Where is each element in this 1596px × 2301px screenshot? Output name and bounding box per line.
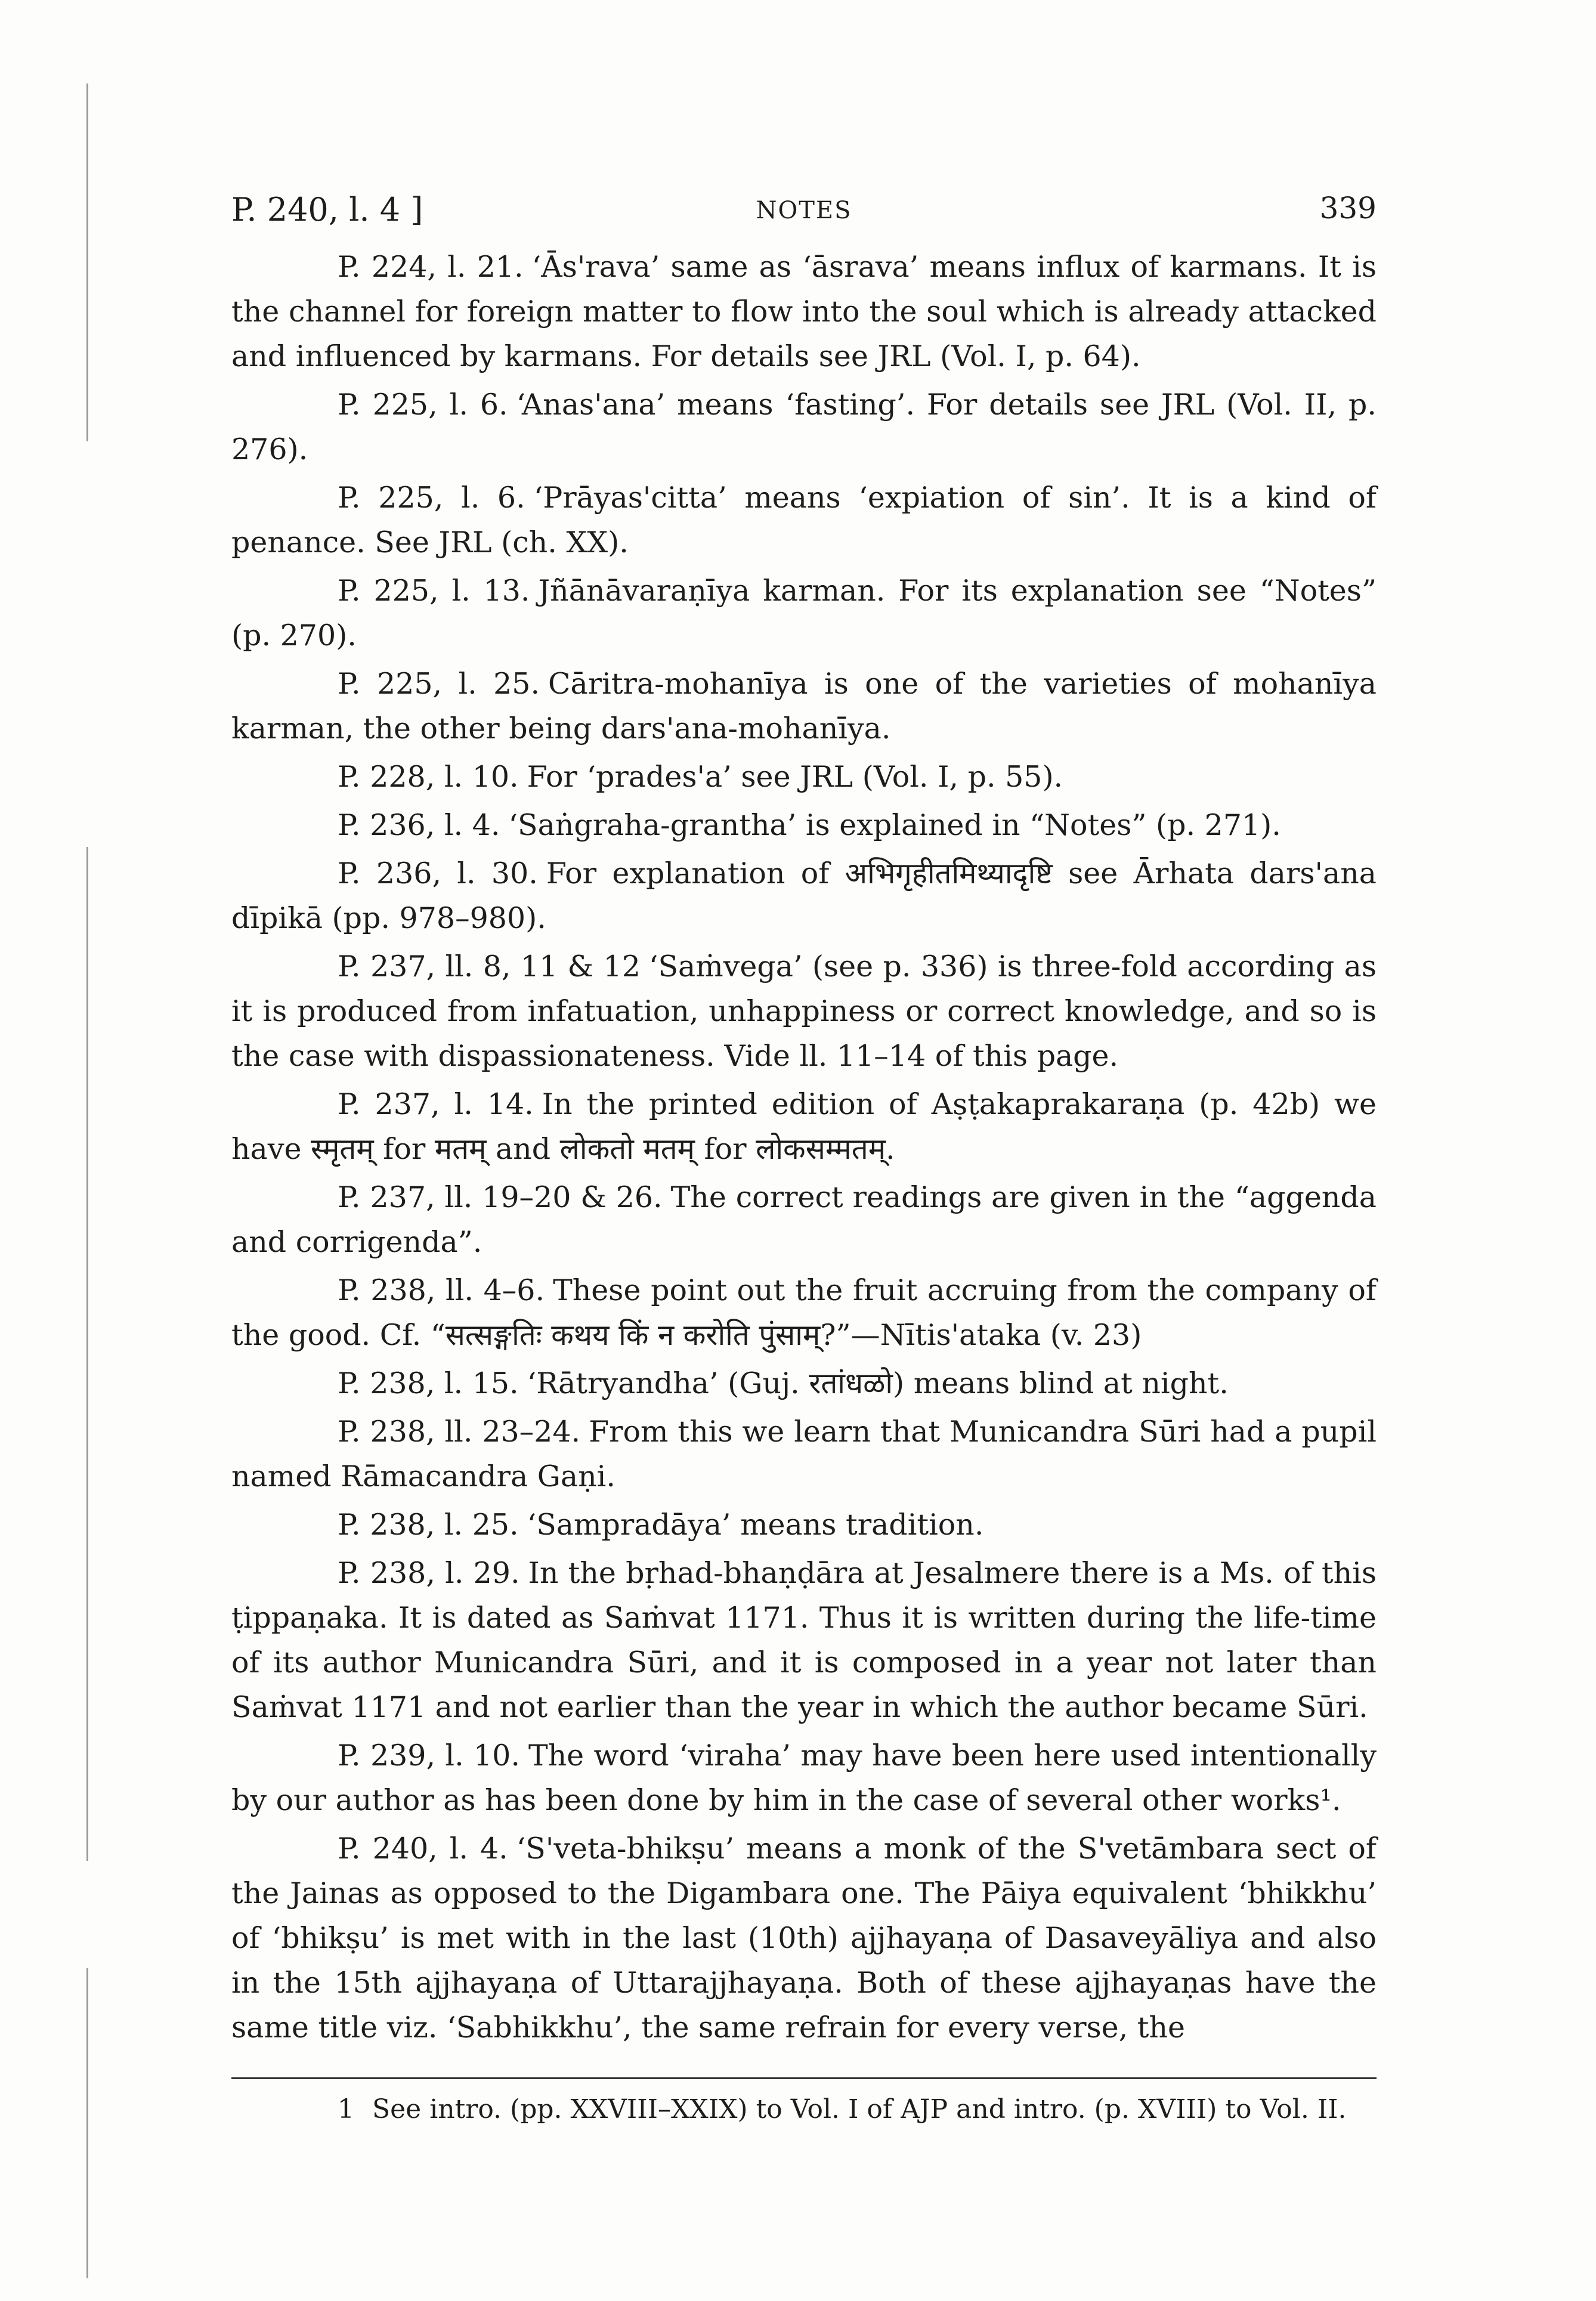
note-reference: P. 237, ll. 8, 11 & 12 (338, 950, 641, 984)
note-paragraph (231, 245, 1377, 379)
footnote (266, 2091, 1377, 2128)
header-reference: P. 240, l. 4 ] (231, 191, 423, 228)
header-title: NOTES (756, 197, 852, 224)
note-reference: P. 237, l. 14. (338, 1087, 534, 1121)
running-header (231, 179, 1377, 245)
note-reference: P. 238, ll. 23–24. (338, 1415, 581, 1449)
notes-list (231, 245, 1377, 2050)
note-paragraph (231, 1175, 1377, 1264)
note-text: For ‘prades'a’ see JRL (Vol. I, p. 55). (527, 760, 1063, 794)
note-text: ‘Prāyas'citta’ means ‘expiation of sin’. It is a kind of penance. See JRL (ch. XX). (231, 481, 1377, 559)
note-reference: P. 239, l. 10. (338, 1739, 520, 1773)
note-paragraph (231, 661, 1377, 751)
note-reference: P. 225, l. 25. (338, 667, 540, 701)
scan-margin-line (86, 1968, 88, 2278)
note-text: ‘Saṁvega’ (see p. 336) is three-fold according as it is produced from infatuation, unhappiness or correct knowledge, and so is the case with dispassionateness. Vide ll. 11–14 of this page. (231, 950, 1377, 1073)
note-reference: P. 238, l. 29. (338, 1556, 520, 1590)
note-paragraph (231, 944, 1377, 1078)
note-reference: P. 228, l. 10. (338, 760, 519, 794)
note-paragraph (231, 475, 1377, 565)
note-paragraph (231, 1826, 1377, 2050)
note-reference: P. 225, l. 6. (338, 388, 508, 422)
note-text: ‘Sampradāya’ means tradition. (527, 1508, 984, 1542)
note-reference: P. 238, ll. 4–6. (338, 1273, 545, 1307)
note-text: ‘Anas'ana’ means ‘fasting’. For details see JRL (Vol. II, p. 276). (231, 388, 1377, 466)
note-paragraph (231, 1082, 1377, 1171)
note-paragraph (231, 1361, 1377, 1406)
note-paragraph (231, 1409, 1377, 1499)
note-reference: P. 238, l. 15. (338, 1366, 519, 1400)
note-text: From this we learn that Municandra Sūri had a pupil named Rāmacandra Gaṇi. (231, 1415, 1377, 1493)
note-paragraph (231, 803, 1377, 848)
note-text: ‘Ās'rava’ same as ‘āsrava’ means influx of karmans. It is the channel for foreign matter to flow into the soul which is already attacked and influenced by karmans. For details see JRL (Vol. I, p. 64). (231, 250, 1377, 373)
note-text: ‘Rātryandha’ (Guj. रतांधळो) means blind at night. (527, 1366, 1229, 1400)
note-text: The correct readings are given in the “aggenda and corrigenda”. (231, 1180, 1377, 1259)
footnote-marker: 1 (338, 2094, 354, 2124)
note-text: ‘S'veta-bhikṣu’ means a monk of the S'vetāmbara sect of the Jainas as opposed to the Digambara one. The Pāiya equivalent ‘bhikkhu’ of ‘bhikṣu’ is met with in the last (10th) ajjhayaṇa of Dasaveyāliya and also in the 15th ajjhayaṇa of Uttarajjhayaṇa. Both of these ajjhayaṇas have the same title viz. ‘Sabhikkhu’, the same refrain for every verse, the (231, 1832, 1377, 2045)
note-paragraph (231, 1551, 1377, 1730)
note-reference: P. 224, l. 21. (338, 250, 524, 284)
note-reference: P. 238, l. 25. (338, 1508, 519, 1542)
note-reference: P. 225, l. 13. (338, 574, 530, 608)
note-reference: P. 236, l. 4. (338, 808, 500, 842)
note-text: ‘Saṅgraha-grantha’ is explained in “Notes” (p. 271). (508, 808, 1281, 842)
note-text: In the printed edition of Aṣṭakaprakaraṇa (p. 42b) we have स्मृतम् for मतम् and लोकतो मतम् for लोकसम्मतम्. (231, 1087, 1377, 1166)
page-number: 339 (1319, 191, 1377, 225)
note-paragraph (231, 382, 1377, 472)
note-text: For explanation of अभिगृहीतमिथ्यादृष्टि see Ārhata dars'ana dīpikā (pp. 978–980). (231, 856, 1377, 935)
note-paragraph (231, 754, 1377, 799)
note-text: In the bṛhad-bhaṇḍāra at Jesalmere there is a Ms. of this ṭippaṇaka. It is dated as Saṁvat 1171. Thus it is written during the life-time of its author Municandra Sūri, and it is composed in a year not later than Saṁvat 1171 and not earlier than the year in which the author became Sūri. (231, 1556, 1377, 1724)
note-paragraph (231, 851, 1377, 941)
footnote-divider (231, 2077, 1377, 2079)
note-reference: P. 225, l. 6. (338, 481, 525, 515)
note-reference: P. 237, ll. 19–20 & 26. (338, 1180, 663, 1214)
scan-margin-line (86, 83, 88, 441)
note-paragraph (231, 1268, 1377, 1357)
scan-margin-line (86, 847, 88, 1861)
note-reference: P. 240, l. 4. (338, 1832, 508, 1866)
footnote-text: See intro. (pp. XXVIII–XXIX) to Vol. I of AJP and intro. (p. XVIII) to Vol. II. (372, 2094, 1347, 2124)
note-text: These point out the fruit accruing from the company of the good. Cf. “सत्सङ्गतिः कथय किं न करोति पुंसाम्?”—Nītis'ataka (v. 23) (231, 1273, 1377, 1352)
note-paragraph (231, 1502, 1377, 1547)
note-paragraph (231, 568, 1377, 658)
note-text: The word ‘viraha’ may have been here used intentionally by our author as has been done by him in the case of several other works¹. (231, 1739, 1377, 1817)
note-text: Cāritra-mohanīya is one of the varieties of mohanīya karman, the other being dars'ana-mohanīya. (231, 667, 1377, 746)
note-reference: P. 236, l. 30. (338, 856, 538, 890)
document-page (231, 179, 1377, 2128)
note-paragraph (231, 1733, 1377, 1823)
note-text: Jñānāvaraṇīya karman. For its explanation see “Notes” (p. 270). (231, 574, 1377, 652)
